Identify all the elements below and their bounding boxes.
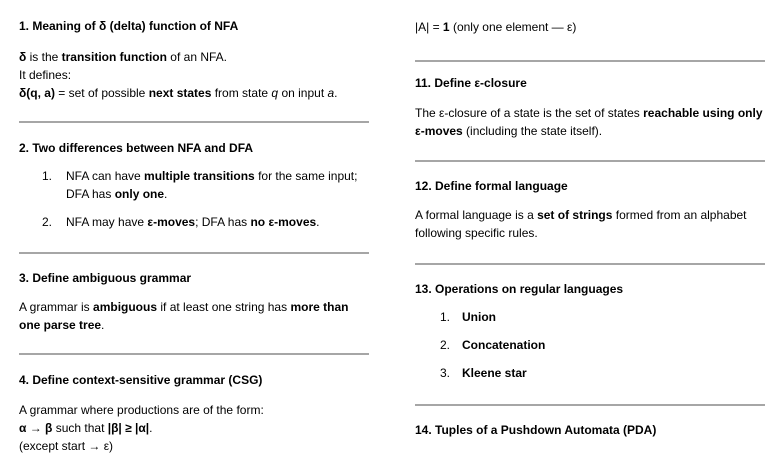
section-1-line-1: δ is the transition function of an NFA. <box>19 50 227 64</box>
section-4-line-3: (except start → ε) <box>19 439 114 453</box>
divider <box>415 160 765 162</box>
section-12-heading: 12. Define formal language <box>415 179 568 193</box>
cardinality-line: |A| = 1 (only one element — ε) <box>415 20 577 34</box>
section-3-heading: 3. Define ambiguous grammar <box>19 271 192 285</box>
differences-list <box>19 167 369 231</box>
list-item: 3. Kleene star <box>440 366 527 380</box>
section-1-line-3: δ(q, a) = set of possible next states from state q on input a. <box>19 86 338 100</box>
section-1-line-2: It defines: <box>19 68 72 82</box>
section-2-heading: 2. Two differences between NFA and DFA <box>19 141 254 155</box>
divider <box>19 353 369 355</box>
divider <box>415 60 765 62</box>
divider <box>19 121 369 123</box>
list-item: 2. NFA may have ε-moves; DFA has no ε-moves. <box>42 215 320 229</box>
section-13 <box>415 281 765 392</box>
section-1 <box>19 18 369 102</box>
section-4-line-1: A grammar where productions are of the form: <box>19 403 264 417</box>
list-item: 2. Concatenation <box>440 338 546 352</box>
section-12-body: A formal language is a set of strings formed from an alphabet following specific rules. <box>415 208 747 240</box>
divider <box>19 252 369 254</box>
section-11 <box>415 75 765 140</box>
section-13-heading: 13. Operations on regular languages <box>415 282 624 296</box>
divider <box>415 263 765 265</box>
operations-list <box>415 308 765 392</box>
section-12 <box>415 178 765 242</box>
section-11-heading: 11. Define ε-closure <box>415 76 527 90</box>
section-14 <box>415 422 765 438</box>
section-1-heading: 1. Meaning of δ (delta) function of NFA <box>19 19 239 33</box>
section-11-body: The ε-closure of a state is the set of states reachable using only ε-moves (including the state itself). <box>415 106 763 138</box>
section-4-heading: 4. Define context-sensitive grammar (CSG) <box>19 373 263 387</box>
divider <box>415 404 765 406</box>
section-3 <box>19 270 369 334</box>
section-4-line-2: α → β such that |β| ≥ |α|. <box>19 421 153 435</box>
section-14-heading: 14. Tuples of a Pushdown Automata (PDA) <box>415 423 657 437</box>
section-4 <box>19 372 369 453</box>
section-2 <box>19 140 369 231</box>
section-3-body: A grammar is ambiguous if at least one string has more than one parse tree. <box>19 300 349 332</box>
list-item: 1. Union <box>440 310 496 324</box>
list-item: 1. NFA can have multiple transitions for the same input; DFA has only one. <box>42 169 358 201</box>
